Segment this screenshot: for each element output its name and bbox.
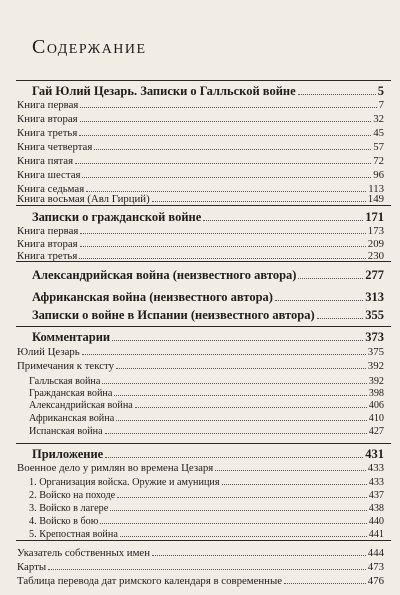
toc-entry-label: Книга вторая bbox=[17, 113, 78, 125]
toc-entry[interactable] bbox=[0, 475, 400, 489]
toc-entry[interactable] bbox=[0, 112, 400, 126]
toc-entry-label: Книга шестая bbox=[17, 169, 81, 181]
toc-entry-label: Карты bbox=[17, 561, 47, 573]
toc-entry-page: 433 bbox=[367, 462, 384, 474]
toc-entry-label: Записки о гражданской войне bbox=[32, 210, 202, 224]
leader-dots bbox=[75, 154, 371, 164]
toc-entry-page: 476 bbox=[367, 575, 384, 587]
toc-entry-label: Книга пятая bbox=[17, 155, 74, 167]
toc-entry-label: Гражданская война bbox=[29, 388, 113, 399]
toc-entry-label: Книга первая bbox=[17, 99, 79, 111]
toc-entry-page: 433 bbox=[368, 477, 384, 488]
leader-dots bbox=[86, 182, 366, 192]
toc-entry-page: 32 bbox=[373, 113, 384, 125]
leader-dots bbox=[114, 386, 366, 396]
toc-entry-page: 5 bbox=[377, 84, 384, 98]
toc-entry[interactable] bbox=[0, 249, 400, 263]
toc-entry-label: Книга вторая bbox=[17, 238, 78, 250]
page-title: Содержание bbox=[32, 36, 147, 58]
toc-entry-label: Военное дело у римлян во времена Цезаря bbox=[17, 462, 214, 474]
leader-dots bbox=[116, 411, 367, 421]
toc-entry-label: Записки о войне в Испании (неизвестного автора) bbox=[32, 308, 315, 322]
toc-entry[interactable] bbox=[0, 345, 400, 359]
toc-entry-label: Александрийская война (неизвестного автора) bbox=[32, 268, 297, 282]
toc-entry-label: Юлий Цезарь bbox=[17, 346, 80, 358]
leader-dots bbox=[105, 424, 367, 434]
toc-entry-page: 45 bbox=[373, 127, 384, 139]
toc-entry[interactable] bbox=[0, 154, 400, 168]
leader-dots bbox=[102, 374, 366, 384]
toc-entry-label: Книга первая bbox=[17, 225, 79, 237]
toc-entry-page: 113 bbox=[368, 183, 384, 195]
toc-entry-page: 57 bbox=[373, 141, 384, 153]
toc-entry-page: 440 bbox=[368, 516, 384, 527]
leader-dots bbox=[152, 192, 366, 202]
toc-entry-page: 444 bbox=[367, 547, 384, 559]
toc-entry-label: Гай Юлий Цезарь. Записки о Галльской войне bbox=[32, 84, 296, 98]
toc-entry[interactable] bbox=[0, 501, 400, 515]
toc-entry-label: Книга третья bbox=[17, 250, 78, 262]
toc-entry[interactable] bbox=[0, 398, 400, 412]
toc-entry-label: Книга третья bbox=[17, 127, 78, 139]
toc-entry-page: 406 bbox=[368, 400, 384, 411]
leader-dots bbox=[80, 98, 376, 108]
toc-entry-label: 4. Войско в бою bbox=[29, 516, 99, 527]
toc-entry-label: Приложение bbox=[32, 447, 104, 461]
toc-entry-label: 3. Войско в лагере bbox=[29, 503, 109, 514]
toc-entry[interactable] bbox=[0, 461, 400, 475]
leader-dots bbox=[117, 488, 367, 498]
toc-entry-label: Книга четвертая bbox=[17, 141, 93, 153]
toc-entry[interactable] bbox=[0, 488, 400, 502]
toc-entry[interactable] bbox=[0, 290, 400, 304]
toc-entry-label: Африканская война bbox=[29, 413, 115, 424]
toc-entry[interactable] bbox=[0, 192, 400, 206]
toc-entry[interactable] bbox=[0, 140, 400, 154]
toc-entry-label: 5. Крепостная война bbox=[29, 529, 118, 540]
toc-entry-label: Галльская война bbox=[29, 376, 101, 387]
toc-entry-page: 72 bbox=[373, 155, 384, 167]
toc-entry-page: 313 bbox=[365, 290, 384, 304]
toc-entry-page: 149 bbox=[367, 193, 384, 205]
leader-dots bbox=[105, 448, 363, 458]
toc-entry[interactable] bbox=[0, 527, 400, 541]
leader-dots bbox=[110, 501, 366, 511]
toc-entry[interactable] bbox=[0, 168, 400, 182]
leader-dots bbox=[80, 224, 365, 234]
section-divider bbox=[16, 443, 391, 444]
section-divider bbox=[16, 80, 391, 81]
leader-dots bbox=[215, 461, 366, 471]
toc-entry-label: 1. Организация войска. Оружие и амуниция bbox=[29, 477, 220, 488]
toc-entry-page: 437 bbox=[368, 490, 384, 501]
leader-dots bbox=[317, 309, 364, 319]
toc-entry-label: Книга восьмая (Авл Гирций) bbox=[17, 193, 150, 205]
leader-dots bbox=[120, 527, 367, 537]
toc-entry[interactable] bbox=[0, 546, 400, 560]
toc-entry[interactable] bbox=[0, 126, 400, 140]
toc-entry-page: 392 bbox=[368, 376, 384, 387]
toc-entry-page: 230 bbox=[367, 250, 384, 262]
toc-entry[interactable] bbox=[0, 574, 400, 588]
toc-entry-page: 441 bbox=[368, 529, 384, 540]
toc-entry[interactable] bbox=[0, 411, 400, 425]
leader-dots bbox=[82, 345, 366, 355]
toc-entry[interactable] bbox=[0, 560, 400, 574]
leader-dots bbox=[298, 85, 376, 95]
leader-dots bbox=[79, 249, 365, 259]
leader-dots bbox=[79, 126, 371, 136]
leader-dots bbox=[80, 237, 366, 247]
toc-entry-label: Александрийская война bbox=[29, 400, 133, 411]
toc-entry-page: 209 bbox=[367, 238, 384, 250]
leader-dots bbox=[80, 112, 372, 122]
toc-entry[interactable] bbox=[0, 514, 400, 528]
leader-dots bbox=[82, 168, 371, 178]
toc-entry[interactable] bbox=[0, 424, 400, 438]
toc-entry-page: 7 bbox=[378, 99, 384, 111]
toc-entry-label: Указатель собственных имен bbox=[17, 547, 150, 559]
toc-entry-page: 438 bbox=[368, 503, 384, 514]
leader-dots bbox=[116, 359, 366, 369]
leader-dots bbox=[284, 574, 366, 584]
toc-entry-label: Африканская война (неизвестного автора) bbox=[32, 290, 273, 304]
toc-entry-page: 173 bbox=[367, 225, 384, 237]
toc-entry-page: 355 bbox=[365, 308, 384, 322]
leader-dots bbox=[135, 398, 367, 408]
toc-entry-page: 96 bbox=[373, 169, 384, 181]
toc-entry[interactable] bbox=[0, 98, 400, 112]
toc-entry-page: 427 bbox=[368, 426, 384, 437]
toc-entry-label: Книга седьмая bbox=[17, 183, 85, 195]
toc-entry[interactable] bbox=[0, 84, 400, 98]
toc-entry-page: 431 bbox=[365, 447, 384, 461]
toc-entry-page: 398 bbox=[368, 388, 384, 399]
leader-dots bbox=[94, 140, 371, 150]
leader-dots bbox=[100, 514, 366, 524]
toc-entry-label: Комментарии bbox=[32, 330, 111, 344]
leader-dots bbox=[275, 291, 363, 301]
leader-dots bbox=[298, 269, 363, 279]
toc-entry-label: Испанская война bbox=[29, 426, 103, 437]
toc-entry[interactable] bbox=[0, 447, 400, 461]
toc-entry-label: 2. Войско на походе bbox=[29, 490, 116, 501]
toc-entry[interactable] bbox=[0, 210, 400, 224]
toc-entry[interactable] bbox=[0, 224, 400, 238]
toc-entry-page: 392 bbox=[367, 360, 384, 372]
toc-entry[interactable] bbox=[0, 308, 400, 322]
toc-entry-label: Таблица перевода дат римского календаря в современные bbox=[17, 575, 282, 587]
toc-entry-page: 375 bbox=[367, 346, 384, 358]
toc-entry-page: 473 bbox=[367, 561, 384, 573]
leader-dots bbox=[222, 475, 367, 485]
toc-entry[interactable] bbox=[0, 330, 400, 344]
leader-dots bbox=[112, 331, 363, 341]
toc-entry-page: 373 bbox=[365, 330, 384, 344]
toc-entry-page: 277 bbox=[365, 268, 384, 282]
toc-entry-label: Примечания к тексту bbox=[17, 360, 114, 372]
toc-entry[interactable] bbox=[0, 359, 400, 373]
toc-entry-page: 410 bbox=[368, 413, 384, 424]
leader-dots bbox=[152, 546, 366, 556]
toc-entry[interactable] bbox=[0, 268, 400, 282]
leader-dots bbox=[203, 211, 363, 221]
leader-dots bbox=[48, 560, 366, 570]
section-divider bbox=[16, 326, 391, 327]
toc-entry-page: 171 bbox=[365, 210, 384, 224]
